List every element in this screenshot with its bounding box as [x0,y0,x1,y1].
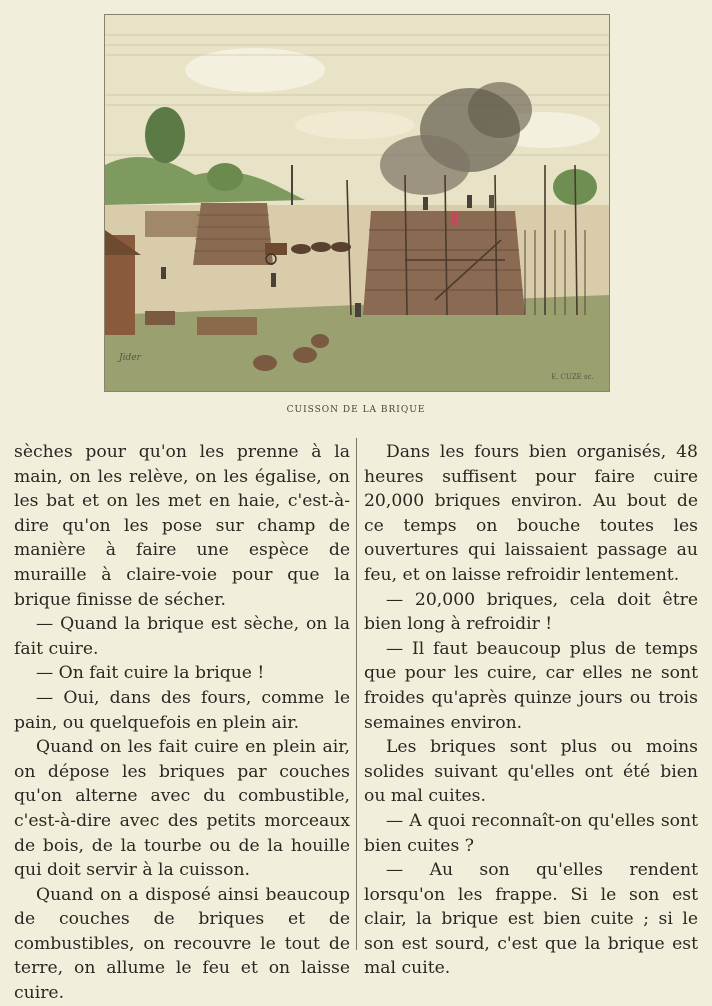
engraver-signature: E. CUZE sc. [551,373,594,381]
paragraph: Dans les fours bien organisés, 48 heures suffisent pour faire cuire 20,000 briques environ. Au bout de ce temps on bouche toutes les ouvertures qui laissaient passage au feu, et on laisse refroidir lentement. [364,442,698,585]
column-divider [356,438,357,950]
right-text-column [364,440,698,981]
left-text-column [14,440,350,1006]
paragraph: — 20,000 briques, cela doit être bien long à refroidir ! [364,589,698,635]
brick-kiln-engraving [104,14,610,392]
paragraph: — On fait cuire la brique ! [36,663,265,684]
paragraph: — Oui, dans des fours, comme le pain, ou quelquefois en plein air. [14,687,350,733]
paragraph: Quand on les fait cuire en plein air, on dépose les briques par couches qu'on alterne avec du combustible, c'est-à-dire avec des petits morceaux de bois, de la tourbe ou de la houille qui doit servir à la cuisson. [14,737,350,881]
paragraph: Quand on a disposé ainsi beaucoup de couches de briques et de combustibles, on recouvre le tout de terre, on allume le feu et on laisse cuire. [14,884,350,1004]
figure-caption: CUISSON DE LA BRIQUE [286,405,426,415]
paragraph: — Quand la brique est sèche, on la fait cuire. [14,614,350,659]
engraving-drawing [105,15,609,391]
paragraph: — Il faut beaucoup plus de temps que pour les cuire, car elles ne sont froides qu'après quinze jours ou trois semaines environ. [364,638,698,733]
paragraph: — A quoi reconnaît-on qu'elles sont bien cuites ? [364,810,698,856]
paragraph: — Au son qu'elles rendent lorsqu'on les frappe. Si le son est clair, la brique est bien cuite ; si le son est sourd, c'est que la brique est mal cuite. [364,860,698,979]
artist-signature: Jider [119,353,141,363]
paragraph: sèches pour qu'on les prenne à la main, on les relève, on les égalise, on les bat et on les met en haie, c'est-à-dire qu'on les pose sur champ de manière à faire une espèce de muraille à claire-voie pour que la brique finisse de sécher. [14,442,350,610]
paragraph: Les briques sont plus ou moins solides suivant qu'elles ont été bien ou mal cuites. [364,737,698,807]
